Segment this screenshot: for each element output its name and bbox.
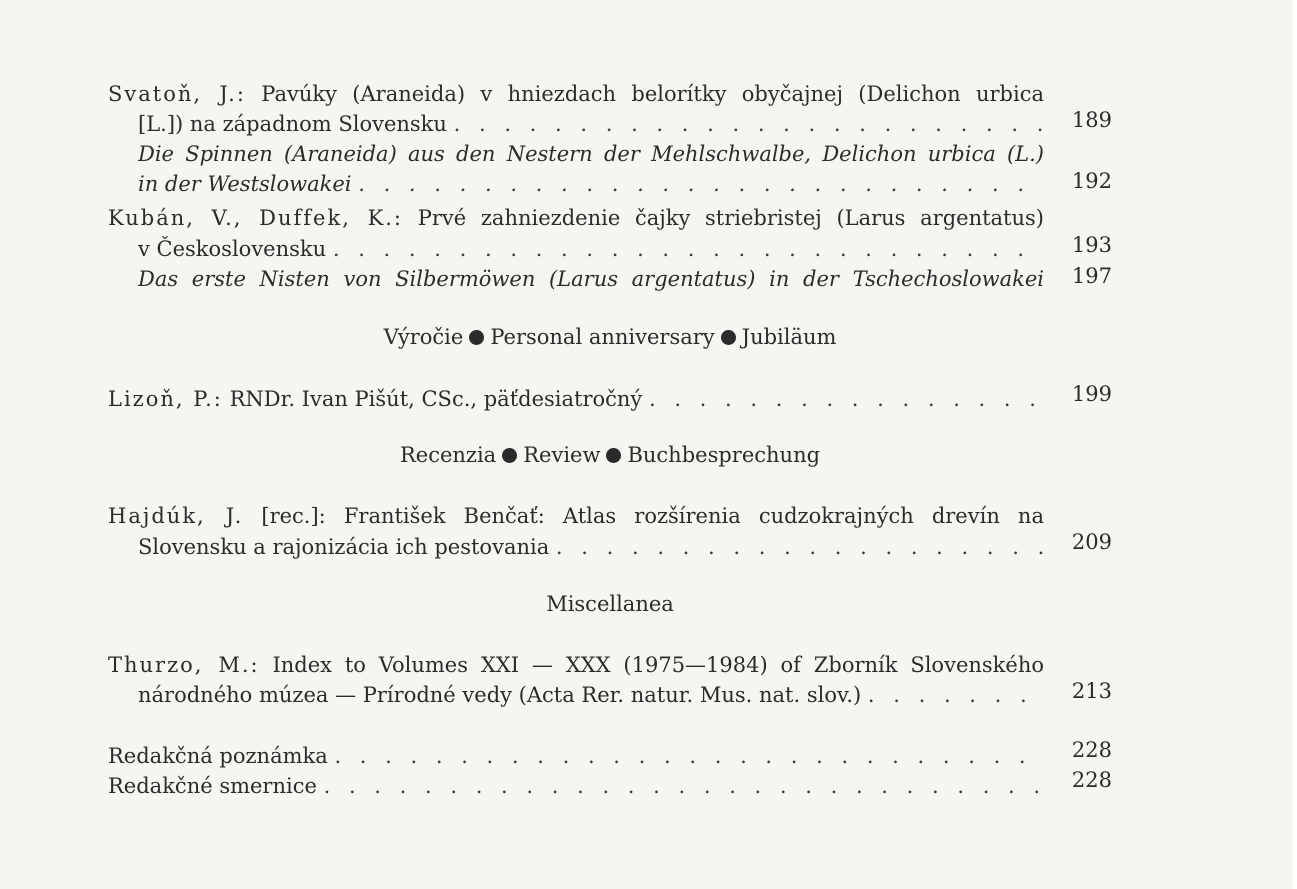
toc-entry-svaton-line2 <box>138 110 1044 138</box>
entry-title: Redakčná poznámka <box>108 744 328 768</box>
heading-de: Jubiläum <box>741 325 837 349</box>
section-heading-miscellanea: Miscellanea <box>546 592 674 616</box>
toc-entry-kuban-de <box>138 265 1044 293</box>
bullet-icon <box>606 448 621 463</box>
page-number: 189 <box>1071 108 1112 132</box>
toc-entry-lizon <box>108 385 1044 413</box>
author: Hajdúk, J. <box>108 504 244 528</box>
entry-title: Prvé zahniezdenie čajky striebristej (Larus argentatus) <box>417 206 1044 230</box>
entry-title: v Československu <box>138 237 327 261</box>
page-edge <box>1293 0 1297 889</box>
page-number: 228 <box>1071 738 1112 762</box>
toc-entry-hajduk-line1 <box>108 502 1044 530</box>
toc-entry-svaton-de-line2 <box>138 170 1044 198</box>
heading-sk: Recenzia <box>399 443 497 467</box>
toc-entry-svaton-de-line1 <box>138 140 1044 168</box>
entry-title: Slovensku a rajonizácia ich pestovania <box>138 535 550 559</box>
toc-entry-editorial-note <box>108 742 1044 770</box>
bullet-icon <box>469 330 484 345</box>
bullet-icon <box>721 330 736 345</box>
entry-title: Index to Volumes XXI — XXX (1975—1984) of Zborník Slovenského <box>272 653 1044 677</box>
entry-title: [L.]) na západnom Slovensku <box>138 112 447 136</box>
toc-entry-kuban-line1 <box>108 204 1044 232</box>
page-number: 197 <box>1071 264 1112 288</box>
entry-title-de: Die Spinnen (Araneida) aus den Nestern der Mehlschwalbe, Delichon urbica (L.) <box>138 142 1044 166</box>
heading-en: Review <box>523 443 601 467</box>
toc-entry-svaton-line1 <box>108 80 1044 108</box>
bullet-icon <box>502 448 517 463</box>
heading-de: Buchbesprechung <box>627 443 821 467</box>
toc-entry-editorial-guidelines <box>108 772 1044 800</box>
entry-title: Redakčné smernice <box>108 774 317 798</box>
entry-title-de: in der Westslowakei <box>138 172 352 196</box>
toc-entry-hajduk-line2 <box>138 533 1044 561</box>
toc-entry-thurzo-line1 <box>108 651 1044 679</box>
section-heading-anniversary <box>108 323 1112 351</box>
entry-title: národného múzea — Prírodné vedy (Acta Rer. natur. Mus. nat. slov.) <box>138 683 862 707</box>
heading-en: Personal anniversary <box>490 325 715 349</box>
page-number: 192 <box>1071 169 1112 193</box>
author: Kubán, V., Duffek, K.: <box>108 206 404 230</box>
toc-entry-thurzo-line2 <box>138 681 1044 709</box>
entry-title: Pavúky (Araneida) v hniezdach belorítky obyčajnej (Delichon urbica <box>261 82 1044 106</box>
page-number: 209 <box>1071 530 1112 554</box>
author: Svatoň, J.: <box>108 82 246 106</box>
author: Thurzo, M.: <box>108 653 260 677</box>
heading-sk: Výročie <box>383 325 464 349</box>
toc-entry-kuban-line2 <box>138 235 1044 263</box>
section-heading-review <box>108 441 1112 469</box>
page-number: 199 <box>1071 382 1112 406</box>
page-number: 213 <box>1071 679 1112 703</box>
entry-title-de: Das erste Nisten von Silbermöwen (Larus argentatus) in der Tschechoslowakei <box>138 267 1044 291</box>
entry-title: [rec.]: František Benčať: Atlas rozšírenia cudzokrajných drevín na <box>261 504 1044 528</box>
author: Lizoň, P.: <box>108 387 223 411</box>
page-number: 193 <box>1071 233 1112 257</box>
entry-title: RNDr. Ivan Pišút, CSc., päťdesiatročný <box>229 387 643 411</box>
page-number: 228 <box>1071 768 1112 792</box>
